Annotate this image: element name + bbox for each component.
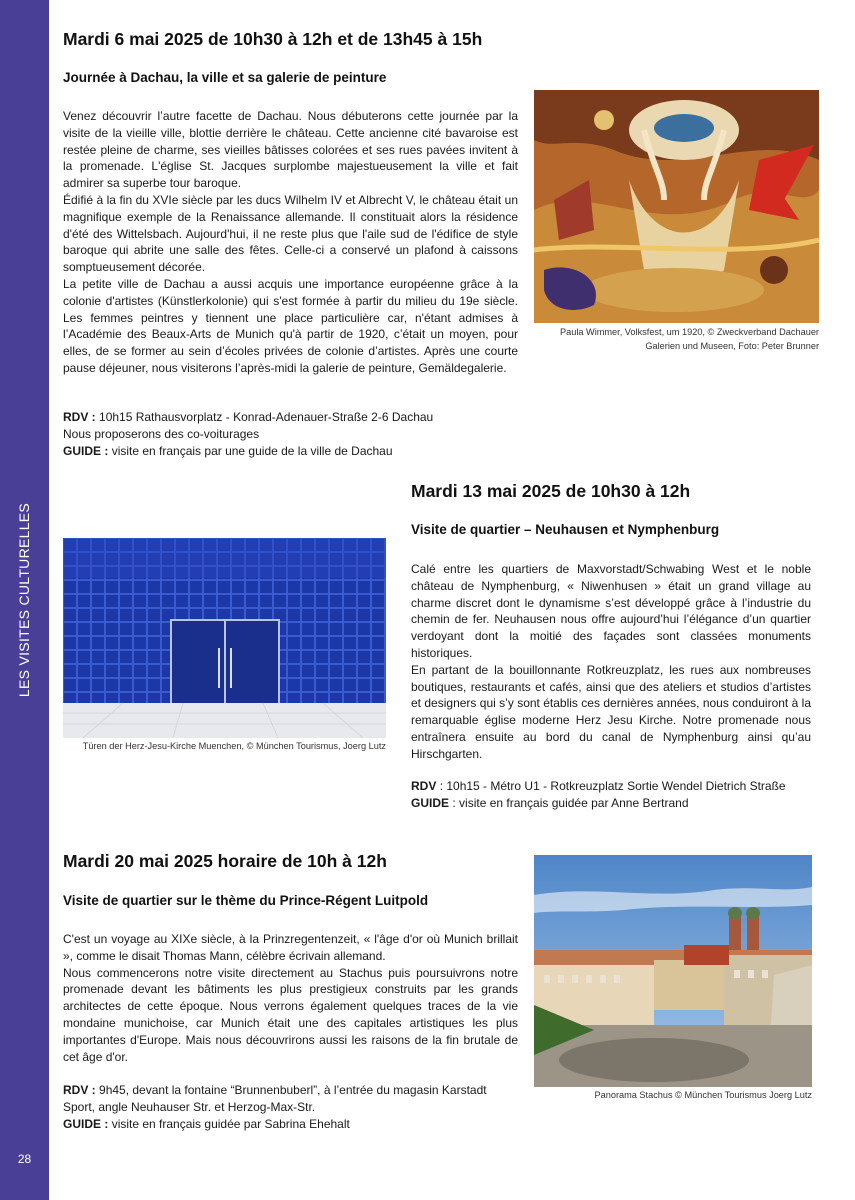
church-doors-image	[63, 538, 386, 738]
painting-image	[534, 90, 819, 323]
section-label: LES VISITES CULTURELLES	[16, 502, 32, 698]
stachus-caption: Panorama Stachus © München Tourismus Joerg Lutz	[594, 1090, 812, 1100]
guide-label: GUIDE	[411, 795, 450, 810]
church-doors-caption: Türen der Herz-Jesu-Kirche Muenchen, © München Tourismus, Joerg Lutz	[82, 741, 386, 751]
rdv-label: RDV :	[63, 410, 96, 424]
event-2-info	[411, 778, 786, 812]
event-2-date: Mardi 13 mai 2025 de 10h30 à 12h	[411, 481, 691, 501]
event-2-paragraph: Calé entre les quartiers de Maxvorstadt/Schwabing West et le noble château de Nymphenburg, « Niwenhusen » était un grand village au charme discret dont le dynamisme s’est développé grâce à l’industrie du chemin de fer. Neuhausen nous offre aujourd’hui l’élégance d’un quartier verdoyant dont la moitié des façades sont classées monuments historiques.	[411, 562, 811, 660]
event-2-guide: : visite en français guidée par Anne Bertrand	[452, 795, 689, 810]
rdv-label: RDV :	[63, 1083, 96, 1097]
guide-label: GUIDE :	[63, 1116, 109, 1131]
stachus-panorama-image	[534, 855, 812, 1087]
rdv-label: RDV	[411, 779, 437, 793]
event-2-title: Visite de quartier – Neuhausen et Nymphenburg	[411, 522, 720, 537]
event-1-paragraph: La petite ville de Dachau a aussi acquis une importance européenne grâce à la colonie d'artistes (Künstlerkolonie) qui s'est formée à partir du milieu du 19e siècle. Les femmes peintres y tiennent une place particulière car, n'étant admises à l’Académie des Beaux-Arts de Munich qu'à partir de 1920, c’était un moyen, pour elles, de se former au sein d’écoles privées de colonie d’artistes. Après une courte pause déjeuner, nous visiterons l’après-midi la galerie de peinture, Gemäldegalerie.	[63, 276, 518, 375]
event-2-rdv: : 10h15 - Métro U1 - Rotkreuzplatz Sortie Wendel Dietrich Straße	[439, 779, 786, 793]
painting-caption: Paula Wimmer, Volksfest, um 1920, © Zweckverband Dachauer Galerien und Museen, Foto: Peter Brunner	[559, 327, 819, 351]
event-3-info	[63, 1082, 518, 1132]
event-3-paragraph: Nous commencerons notre visite directement au Stachus puis poursuivrons notre promenade devant les bâtiments les plus prestigieux construits par les grands architectes de cette époque. Nous verrons également quelques traces de la vie mondaine munichoise, car Munich était une des capitales artistiques les plus importantes d'Europe. Mais nous découvrirons aussi les raisons de la fin brutale de cet âge d'or.	[63, 965, 518, 1064]
event-1-date: Mardi 6 mai 2025 de 10h30 à 12h et de 13h45 à 15h	[63, 29, 483, 49]
event-2-paragraph: En partant de la bouillonnante Rotkreuzplatz, les rues aux nombreuses boutiques, restaurants et cafés, ainsi que des ateliers et studios d’artistes et designers qui s’y sont établis ces dernières années, nous conduiront à la remarquable église moderne Herz Jesu Kirche. Notre promenade nous entraînera ensuite au bord du canal de Nymphenburg ainsi qu’au Hirschgarten.	[411, 662, 811, 761]
event-3-paragraph: C'est un voyage au XIXe siècle, à la Prinzregentenzeit, « l'âge d'or où Munich brillait », comme le disait Thomas Mann, célèbre écrivain allemand.	[63, 932, 518, 963]
event-1-paragraph: Édifié à la fin du XVIe siècle par les ducs Wilhelm IV et Albrecht V, le château était un magnifique exemple de la Renaissance allemande. Il constituait alors la résidence d'été des Wittelsbach. Aujourd'hui, il ne reste plus que l'aile sud de l'édifice de style baroque qui abrite une salle des fêtes. Celle-ci a conservé un plafond à caissons somptueusement décorée.	[63, 192, 518, 275]
sidebar	[0, 0, 49, 1200]
event-2-description	[411, 561, 811, 763]
event-1-guide: visite en français par une guide de la ville de Dachau	[111, 443, 393, 458]
event-3-rdv: 9h45, devant la fontaine “Brunnenbuberl”, à l’entrée du magasin Karstadt Sport, angle Neuhauser Str. et Herzog-Max-Str.	[63, 1083, 487, 1114]
event-1-paragraph: Venez découvrir l’autre facette de Dachau. Nous débuterons cette journée par la visite de la vieille ville, blottie derrière le château. Cette ancienne cité bavaroise est restée pleine de charme, ses vieilles bâtisses colorées et ses rues pavées invitent à la promenade. L'église St. Jacques surplombe majestueusement la ville et fait admirer sa superbe tour baroque.	[63, 109, 518, 191]
event-3-guide: visite en français guidée par Sabrina Ehehalt	[111, 1116, 350, 1131]
event-3-description	[63, 931, 518, 1065]
event-1-title: Journée à Dachau, la ville et sa galerie de peinture	[63, 70, 387, 85]
event-1-info	[63, 409, 433, 459]
event-3-title: Visite de quartier sur le thème du Prince-Régent Luitpold	[63, 893, 429, 908]
guide-label: GUIDE :	[63, 443, 109, 458]
event-1-extra: Nous proposerons des co-voiturages	[63, 426, 260, 441]
page-number: 28	[17, 1152, 32, 1166]
event-1-description	[63, 108, 518, 377]
event-1-rdv: 10h15 Rathausvorplatz - Konrad-Adenauer-Straße 2-6 Dachau	[99, 410, 434, 424]
event-3-date: Mardi 20 mai 2025 horaire de 10h à 12h	[63, 851, 387, 871]
